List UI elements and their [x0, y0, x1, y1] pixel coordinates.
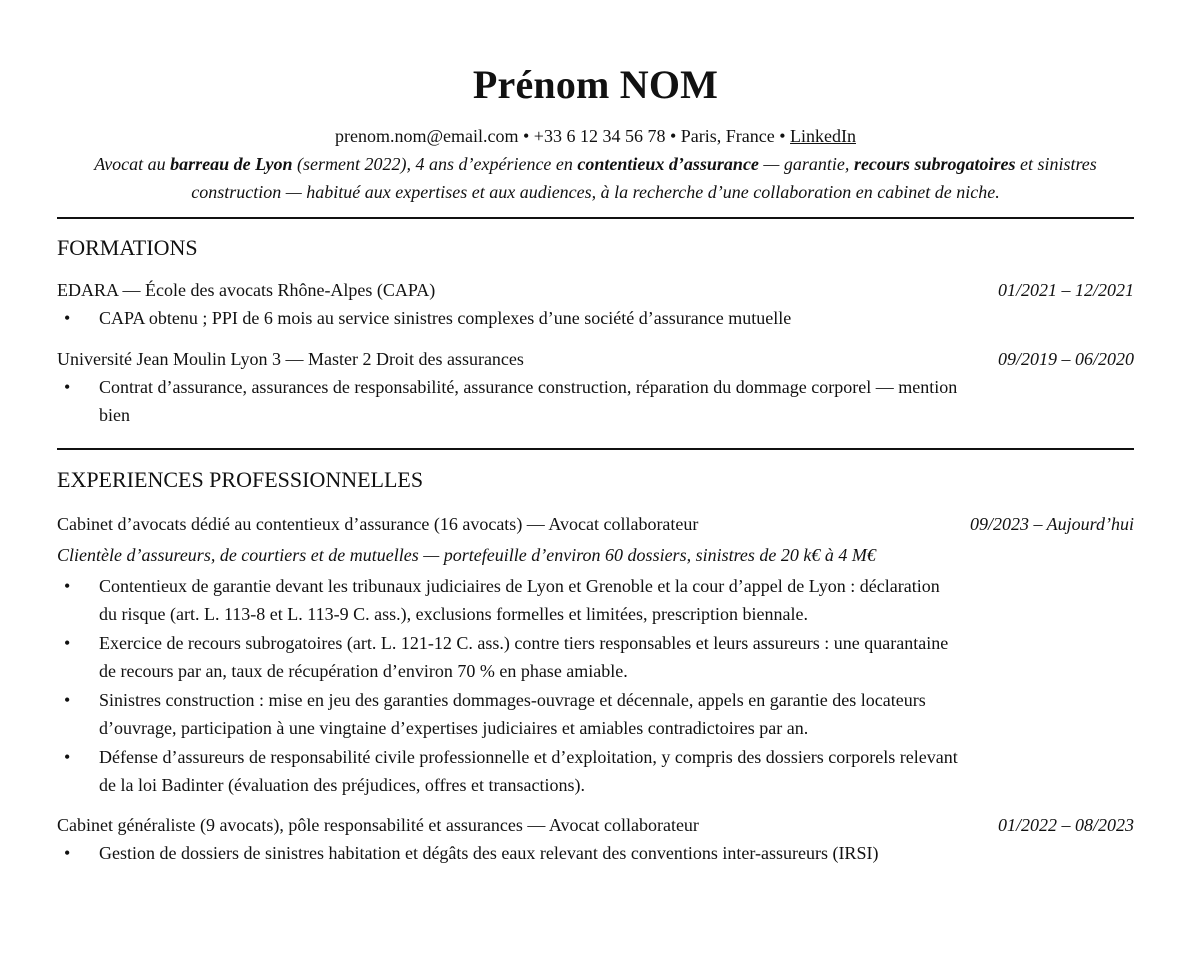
entry-title: Cabinet généraliste (9 avocats), pôle responsabilité et assurances — Avocat collaborateur — [57, 815, 699, 835]
linkedin-link[interactable]: LinkedIn — [790, 126, 857, 146]
bullet-list — [57, 304, 962, 332]
formations-section — [57, 233, 1134, 429]
contact-details: prenom.nom@email.com • +33 6 12 34 56 78 • Paris, France • — [334, 126, 791, 146]
bullet-list — [57, 373, 962, 429]
resume-page — [57, 0, 1134, 867]
bullet-list — [57, 572, 962, 799]
entry-title: EDARA — École des avocats Rhône-Alpes (CAPA) — [57, 280, 436, 300]
bullet-item: • Contrat d’assurance, assurances de responsabilité, assurance construction, réparation du dommage corporel — mention bien — [57, 373, 962, 429]
bullet-list — [57, 839, 962, 867]
bullet-item: • Gestion de dossiers de sinistres habitation et dégâts des eaux relevant des conventions inter-assureurs (IRSI) — [57, 839, 962, 867]
candidate-name: Prénom NOM — [472, 62, 719, 107]
entry-header — [57, 276, 1134, 304]
summary-text: (serment 2022), 4 ans d’expérience en — [292, 154, 578, 174]
entry-dates: 09/2019 – 06/2020 — [997, 349, 1134, 369]
summary-text: — garantie, — [758, 154, 854, 174]
entry-subtitle: Clientèle d’assureurs, de courtiers et de mutuelles — portefeuille d’environ 60 dossiers, sinistres de 20 k€ à 4 M€ — [57, 545, 876, 565]
summary-text: Avocat au — [94, 154, 171, 174]
summary-text: et sinistres construction — habitué aux expertises et aux audiences, à la recherche d’une collaboration en cabinet de niche. — [191, 154, 1097, 202]
summary-highlight: recours subrogatoires — [853, 154, 1016, 174]
profile-summary — [57, 150, 1134, 206]
entry-header — [57, 510, 1134, 538]
contact-line — [57, 122, 1134, 150]
entry-title: Cabinet d’avocats dédié au contentieux d’assurance (16 avocats) — Avocat collaborateur — [57, 514, 699, 534]
bullet-item: • Exercice de recours subrogatoires (art. L. 121-12 C. ass.) contre tiers responsables et leurs assureurs : une quarantaine de recours par an, taux de récupération d’environ 70 % en phase amiable. — [57, 629, 962, 685]
summary-highlight: barreau de Lyon — [170, 154, 293, 174]
section-divider — [57, 217, 1134, 219]
experiences-section — [57, 465, 1134, 867]
entry-dates: 09/2023 – Aujourd’hui — [969, 514, 1134, 534]
section-title: FORMATIONS — [57, 235, 198, 260]
summary-highlight: contentieux d’assurance — [577, 154, 759, 174]
bullet-item: • Sinistres construction : mise en jeu des garanties dommages-ouvrage et décennale, appels en garantie des locateurs d’ouvrage, participation à une vingtaine d’expertises judiciaires et amiables contradictoires par an. — [57, 686, 962, 742]
education-entry — [57, 345, 1134, 429]
entry-dates: 01/2022 – 08/2023 — [997, 815, 1134, 835]
experience-entry — [57, 811, 1134, 867]
entry-dates: 01/2021 – 12/2021 — [997, 280, 1134, 300]
bullet-item: • Défense d’assureurs de responsabilité civile professionnelle et d’exploitation, y compris des dossiers corporels relevant de la loi Badinter (évaluation des préjudices, offres et transactions). — [57, 743, 962, 799]
section-divider — [57, 448, 1134, 450]
section-title: EXPERIENCES PROFESSIONNELLES — [57, 467, 424, 492]
entry-header — [57, 811, 1134, 839]
bullet-item: • CAPA obtenu ; PPI de 6 mois au service sinistres complexes d’une société d’assurance mutuelle — [57, 304, 962, 332]
entry-title: Université Jean Moulin Lyon 3 — Master 2 Droit des assurances — [57, 349, 524, 369]
entry-header — [57, 345, 1134, 373]
experience-entry — [57, 510, 1134, 799]
education-entry — [57, 276, 1134, 332]
bullet-item: • Contentieux de garantie devant les tribunaux judiciaires de Lyon et Grenoble et la cour d’appel de Lyon : déclaration du risque (art. L. 113-8 et L. 113-9 C. ass.), exclusions formelles et limitées, prescription biennale. — [57, 572, 962, 628]
